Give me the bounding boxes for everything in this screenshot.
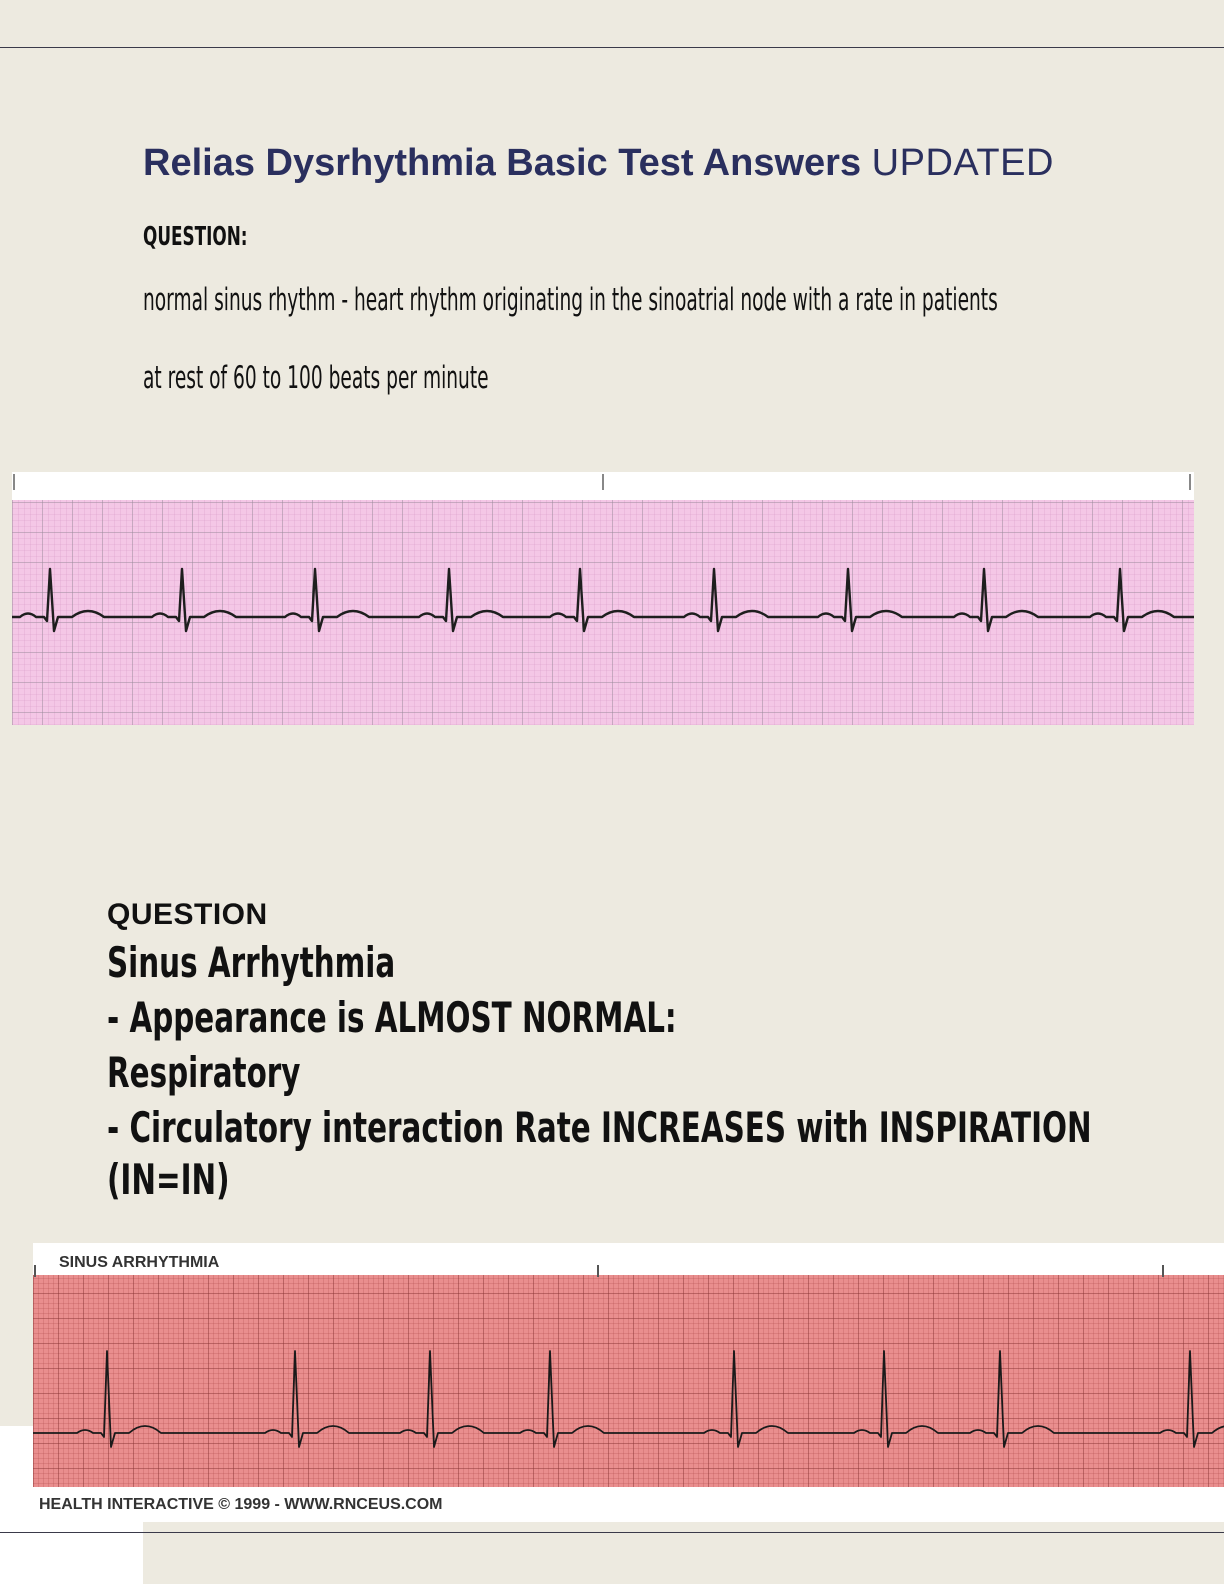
page-title [143, 142, 1054, 185]
question-2-line-2: - Appearance is ALMOST NORMAL: [107, 993, 677, 1042]
ecg-normal-sinus-graphic [12, 472, 1194, 725]
ecg-sinus-arrhythmia-graphic [33, 1243, 1224, 1522]
question-1-label: QUESTION: [143, 222, 248, 252]
bottom-rule [0, 1532, 1224, 1533]
ecg2-header-label: SINUS ARRHYTHMIA [59, 1254, 220, 1271]
title-main: Relias Dysrhythmia Basic Test Answers [143, 142, 862, 184]
question-2-line-4: - Circulatory interaction Rate INCREASES with INSPIRATION [107, 1103, 1092, 1152]
top-rule [0, 47, 1224, 48]
question-1-line-2: at rest of 60 to 100 beats per minute [143, 360, 489, 396]
ecg-strip-sinus-arrhythmia [33, 1243, 1224, 1522]
question-1-line-1: normal sinus rhythm - heart rhythm originating in the sinoatrial node with a rate in patients [143, 282, 998, 318]
ecg-strip-normal-sinus [12, 472, 1194, 725]
question-2-label: QUESTION [107, 898, 268, 931]
question-2-line-1: Sinus Arrhythmia [107, 938, 396, 987]
title-suffix: UPDATED [871, 142, 1054, 184]
ecg2-footer-label: HEALTH INTERACTIVE © 1999 - WWW.RNCEUS.COM [39, 1496, 443, 1513]
question-2-line-3: Respiratory [107, 1048, 301, 1097]
question-2-line-5: (IN=IN) [107, 1155, 230, 1204]
